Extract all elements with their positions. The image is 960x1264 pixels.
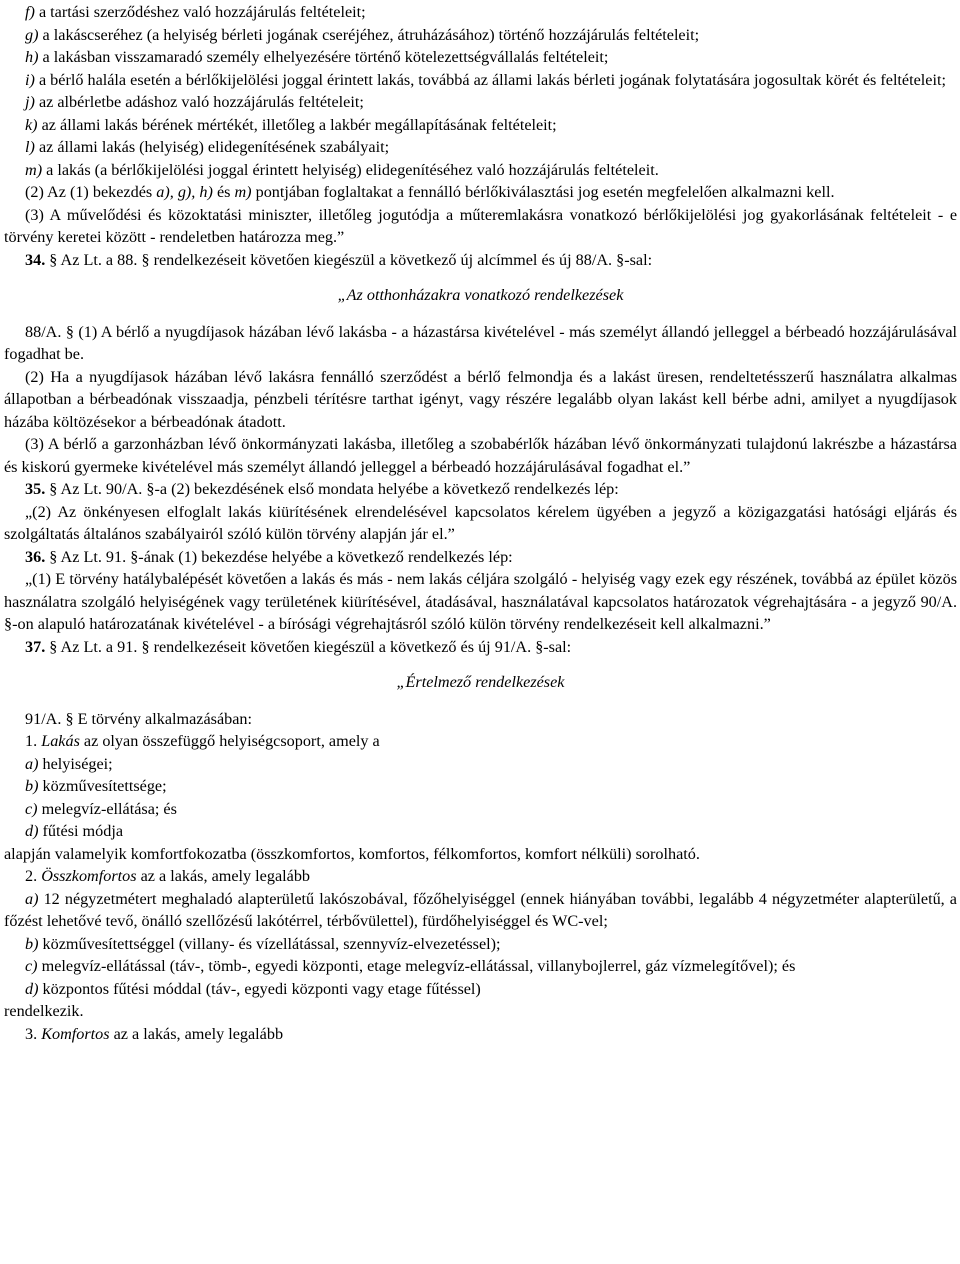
paragraph (4, 820, 957, 843)
paragraph (4, 1023, 957, 1046)
text-segment: pontjában foglaltakat a fennálló bérlőkiválasztási jog esetén megfelelően alkalmazni kell. (251, 183, 835, 201)
paragraph (4, 91, 957, 114)
paragraph (4, 204, 957, 249)
text-segment: (2) Ha a nyugdíjasok házában lévő lakásra fennálló szerződést a bérlő felmondja és a lakást üresen, rendeltetésszerű használatra alkalmas állapotban a bérbeadónak visszaadja, pénzbeli térítésre tarthat igényt, vagy részére legalább olyan lakást kell bérbe adni, amilyet a nyugdíjasok házába költözésekor a bérbeadónak átadott. (4, 367, 957, 431)
text-segment: helyiségei; (38, 754, 113, 773)
text-segment: 1. (25, 732, 42, 750)
text-segment: a lakás (a bérlőkijelölési joggal érintett helyiség) elidegenítéséhez való hozzájárulás feltételeit. (42, 160, 659, 179)
paragraph (4, 1000, 957, 1023)
text-segment: az olyan összefüggő helyiségcsoport, amely a (79, 732, 380, 750)
section-heading (4, 284, 957, 307)
paragraph (4, 708, 957, 731)
paragraph (4, 546, 957, 569)
section-heading (4, 671, 957, 694)
italic-text: Komfortos (41, 1024, 110, 1043)
section-heading-text (397, 673, 565, 691)
text-segment: melegvíz-ellátással (táv-, tömb-, egyedi központi, etage melegvíz-ellátással, villanybojlerrel, gáz vízmelegítővel); és (37, 957, 796, 975)
text-segment: „(1) E törvény hatálybalépését követően a lakás és más - nem lakás céljára szolgáló - helyiség vagy ezek egy részének, továbbá az épület közös használatra szolgáló helyiségének vagy területének kiürítésével, átadásával, használatával kapcsolatos határozatok végrehajtására - a jegyző 90/A. §-on alapuló határozatának kivételével - a bírósági végrehajtásról szóló külön törvény rendelkezéseit kell alkalmazni.” (4, 570, 957, 633)
italic-text: „Az otthonházakra vonatkozó rendelkezések (337, 286, 624, 304)
paragraph (4, 114, 957, 137)
italic-text: i) (25, 70, 35, 89)
text-segment: az a lakás, amely legalább (136, 867, 311, 885)
paragraph (4, 24, 957, 47)
paragraph (4, 798, 957, 821)
text-segment: § Az Lt. 90/A. §-a (2) bekezdésének első mondata helyébe a következő rendelkezés lép: (45, 480, 619, 498)
text-segment: fűtési módja (38, 822, 124, 840)
section-number: 37. (25, 637, 46, 656)
italic-text: a) (25, 754, 39, 773)
paragraph (4, 730, 957, 753)
paragraph (4, 366, 957, 434)
section-number: 34. (25, 250, 46, 269)
italic-text: k) (25, 115, 38, 134)
italic-text: m) (25, 160, 43, 179)
text-segment: melegvíz-ellátása; és (37, 799, 177, 818)
text-segment: § Az Lt. 91. §-ának (1) bekezdése helyébe a következő rendelkezés lép: (45, 547, 513, 566)
paragraph (4, 159, 957, 182)
section-number: 36. (25, 547, 46, 566)
text-segment: (2) Az (1) bekezdés (25, 183, 157, 201)
italic-text: j) (25, 93, 35, 111)
paragraph (4, 501, 957, 546)
section-number: 35. (25, 480, 46, 498)
text-segment: a lakáscseréhez (a helyiség bérleti jogának cseréjéhez, átruházásához) történő hozzájárulás feltételeit; (38, 25, 700, 44)
text-segment: „(2) Az önkényesen elfoglalt lakás kiürítésének elrendelésével kapcsolatos kérelem ügyében a jegyző a közigazgatási hatósági eljárás és szolgáltatás általános szabályairól szóló külön törvény alapján jár el.” (4, 502, 957, 543)
text-segment: (3) A bérlő a garzonházban lévő önkormányzati lakásba, illetőleg a szobabérlők házában lévő önkormányzati tulajdonú lakrészbe a házastársa és kiskorú gyermeke kivételével más személyt állandó jelleggel a bérbeadó hozzájárulásával fogadhat el.” (4, 435, 957, 476)
text-segment: 12 négyzetmétert meghaladó alapterületű lakószobával, főzőhelyiséggel (ennek hiányában további, legalább 4 négyzetméter alapterületű, a főzést lehetővé tevő, önálló szellőzésű lakótérrel, térbővülettel), fürdőhelyiséggel és WC-vel; (4, 889, 957, 930)
paragraph (4, 69, 957, 92)
paragraph (4, 955, 957, 978)
italic-text: a) (25, 889, 39, 908)
text-segment: és (212, 183, 235, 201)
italic-text: a), g), h) (156, 183, 213, 201)
text-segment: az albérletbe adáshoz való hozzájárulás feltételeit; (34, 93, 364, 111)
italic-text: d) (25, 822, 39, 840)
text-segment: 2. (25, 867, 42, 885)
text-segment: 91/A. § E törvény alkalmazásában: (25, 709, 252, 728)
text-segment: a tartási szerződéshez való hozzájárulás feltételeit; (34, 3, 366, 21)
italic-text: „Értelmező rendelkezések (396, 673, 565, 691)
italic-text: m) (234, 183, 252, 201)
italic-text: g) (25, 25, 39, 44)
text-segment: (3) A művelődési és közoktatási miniszter, illetőleg jogutódja a műteremlakásra vonatkozó bérlőkijelölési jog gyakorlásának feltételeit - e törvény keretei között - rendeletben határozza meg.” (4, 205, 957, 246)
text-segment: közművesítettséggel (villany- és vízellátással, szennyvíz-elvezetéssel); (38, 934, 501, 953)
paragraph (4, 478, 957, 501)
text-segment: 88/A. § (1) A bérlő a nyugdíjasok házában lévő lakásba - a házastársa kivételével - más személyt állandó jelleggel a bérbeadó hozzájárulásával fogadhat be. (4, 322, 957, 363)
paragraph (4, 136, 957, 159)
paragraph (4, 933, 957, 956)
italic-text: d) (25, 979, 39, 998)
paragraph (4, 865, 957, 888)
text-segment: a lakásban visszamaradó személy elhelyezésére történő kötelezettségvállalás feltételeit; (38, 48, 609, 66)
italic-text: b) (25, 777, 39, 795)
italic-text: l) (25, 138, 35, 156)
paragraph (4, 636, 957, 659)
paragraph (4, 568, 957, 636)
paragraph (4, 433, 957, 478)
italic-text: c) (25, 799, 38, 818)
italic-text: b) (25, 934, 39, 953)
text-segment: az állami lakás (helyiség) elidegenítésének szabályait; (34, 138, 390, 156)
text-segment: a bérlő halála esetén a bérlőkijelölési joggal érintett lakás, továbbá az állami lakás bérleti jogának folytatására jogosultak körét és feltételeit; (34, 70, 946, 89)
text-segment: rendelkezik. (4, 1002, 84, 1020)
italic-text: Lakás (41, 732, 80, 750)
italic-text: c) (25, 957, 38, 975)
text-segment: az állami lakás bérének mértékét, illetőleg a lakbér megállapításának feltételeit; (37, 115, 557, 134)
italic-text: Összkomfortos (41, 867, 137, 885)
paragraph (4, 753, 957, 776)
paragraph (4, 249, 957, 272)
paragraph (4, 888, 957, 933)
italic-text: f) (25, 3, 35, 21)
paragraph (4, 321, 957, 366)
section-heading-text (338, 286, 624, 304)
text-segment: § Az Lt. a 91. § rendelkezéseit követően kiegészül a következő és új 91/A. §-sal: (45, 637, 572, 656)
paragraph (4, 1, 957, 24)
paragraph (4, 978, 957, 1001)
paragraph (4, 843, 957, 866)
italic-text: h) (25, 48, 39, 66)
text-segment: 3. (25, 1024, 42, 1043)
paragraph (4, 181, 957, 204)
paragraph (4, 775, 957, 798)
text-segment: § Az Lt. a 88. § rendelkezéseit követően kiegészül a következő új alcímmel és új 88/A. §-sal: (45, 250, 653, 269)
text-segment: az a lakás, amely legalább (109, 1024, 284, 1043)
text-segment: közművesítettsége; (38, 777, 167, 795)
text-segment: központos fűtési móddal (táv-, egyedi központi vagy etage fűtéssel) (38, 979, 481, 998)
text-segment: alapján valamelyik komfortfokozatba (összkomfortos, komfortos, félkomfortos, komfort nélküli) sorolható. (4, 844, 700, 863)
paragraph (4, 46, 957, 69)
